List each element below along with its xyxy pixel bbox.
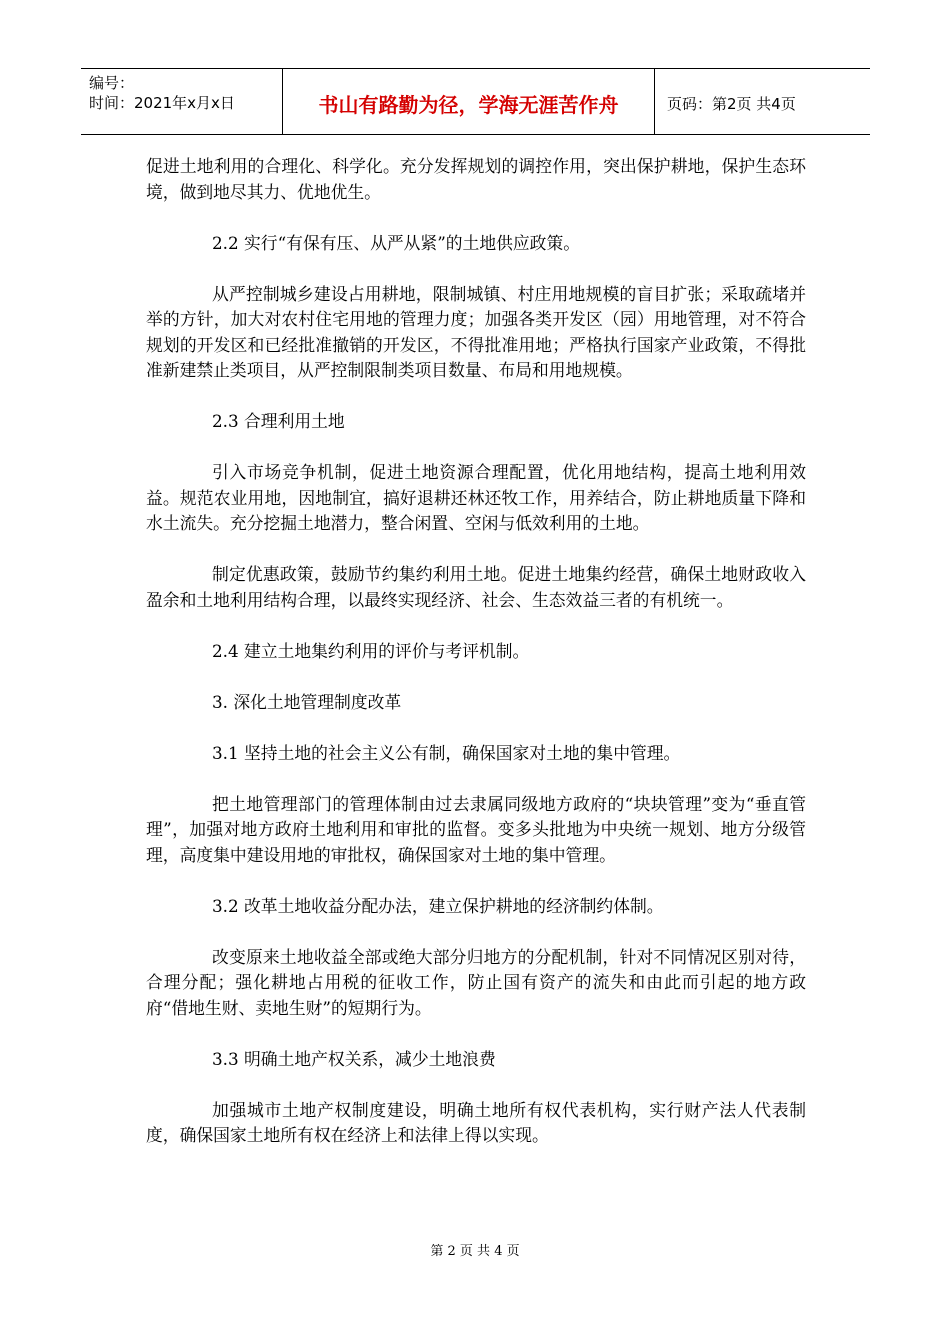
footer-page-number: 第 2 页 共 4 页 xyxy=(430,1244,520,1259)
page-footer xyxy=(0,1240,950,1259)
section-heading: 3.2 改革土地收益分配办法，建立保护耕地的经济制约体制。 xyxy=(212,895,664,916)
paragraph: 促进土地利用的合理化、科学化。充分发挥规划的调控作用，突出保护耕地，保护生态环境，做到地尽其力、优地优生。 xyxy=(146,156,806,202)
section-heading: 2.3 合理利用土地 xyxy=(212,411,345,431)
time-label: 时间：2021年x月x日 xyxy=(89,94,235,112)
paragraph: 加强城市土地产权制度建设，明确土地所有权代表机构，实行财产法人代表制度，确保国家土地所有权在经济上和法律上得以实现。 xyxy=(146,1099,806,1145)
header-meta-cell xyxy=(81,69,283,134)
page-header xyxy=(81,68,870,135)
header-page-cell xyxy=(655,69,870,134)
paragraph: 引入市场竞争机制，促进土地资源合理配置，优化用地结构，提高土地利用效益。规范农业用地，因地制宜，搞好退耕还林还牧工作，用养结合，防止耕地质量下降和水土流失。充分挖掘土地潜力，整合闲置、空闲与低效利用的土地。 xyxy=(146,462,806,533)
document-body xyxy=(146,154,806,1174)
motto-text: 书山有路勤为径，学海无涯苦作舟 xyxy=(318,93,619,117)
paragraph: 改变原来土地收益全部或绝大部分归地方的分配机制，针对不同情况区别对待，合理分配；强化耕地占用税的征收工作，防止国有资产的流失和由此而引起的地方政府“借地生财、卖地生财”的短期行为。 xyxy=(146,946,806,1018)
section-heading: 3. 深化土地管理制度改革 xyxy=(212,691,402,712)
page-info: 页码：第2页 共4页 xyxy=(667,95,796,113)
header-motto-cell xyxy=(283,69,655,134)
section-heading: 3.1 坚持土地的社会主义公有制，确保国家对土地的集中管理。 xyxy=(212,742,681,763)
paragraph: 把土地管理部门的管理体制由过去隶属同级地方政府的“块块管理”变为“垂直管理”，加强对地方政府土地利用和审批的监督。变多头批地为中央统一规划、地方分级管理，高度集中建设用地的审批权，确保国家对土地的集中管理。 xyxy=(146,793,806,865)
section-heading: 3.3 明确土地产权关系，减少土地浪费 xyxy=(212,1048,496,1069)
section-heading: 2.2 实行“有保有压、从严从紧”的土地供应政策。 xyxy=(212,232,581,253)
section-heading: 2.4 建立土地集约利用的评价与考评机制。 xyxy=(212,640,530,661)
paragraph: 从严控制城乡建设占用耕地，限制城镇、村庄用地规模的盲目扩张；采取疏堵并举的方针，加大对农村住宅用地的管理力度；加强各类开发区（园）用地管理，对不符合规划的开发区和已经批准撤销的开发区，不得批准用地；严格执行国家产业政策，不得批准新建禁止类项目，从严控制限制类项目数量、布局和用地规模。 xyxy=(146,283,806,380)
paragraph: 制定优惠政策，鼓励节约集约利用土地。促进土地集约经营，确保土地财政收入盈余和土地利用结构合理，以最终实现经济、社会、生态效益三者的有机统一。 xyxy=(146,564,806,610)
number-label: 编号： xyxy=(89,74,135,92)
